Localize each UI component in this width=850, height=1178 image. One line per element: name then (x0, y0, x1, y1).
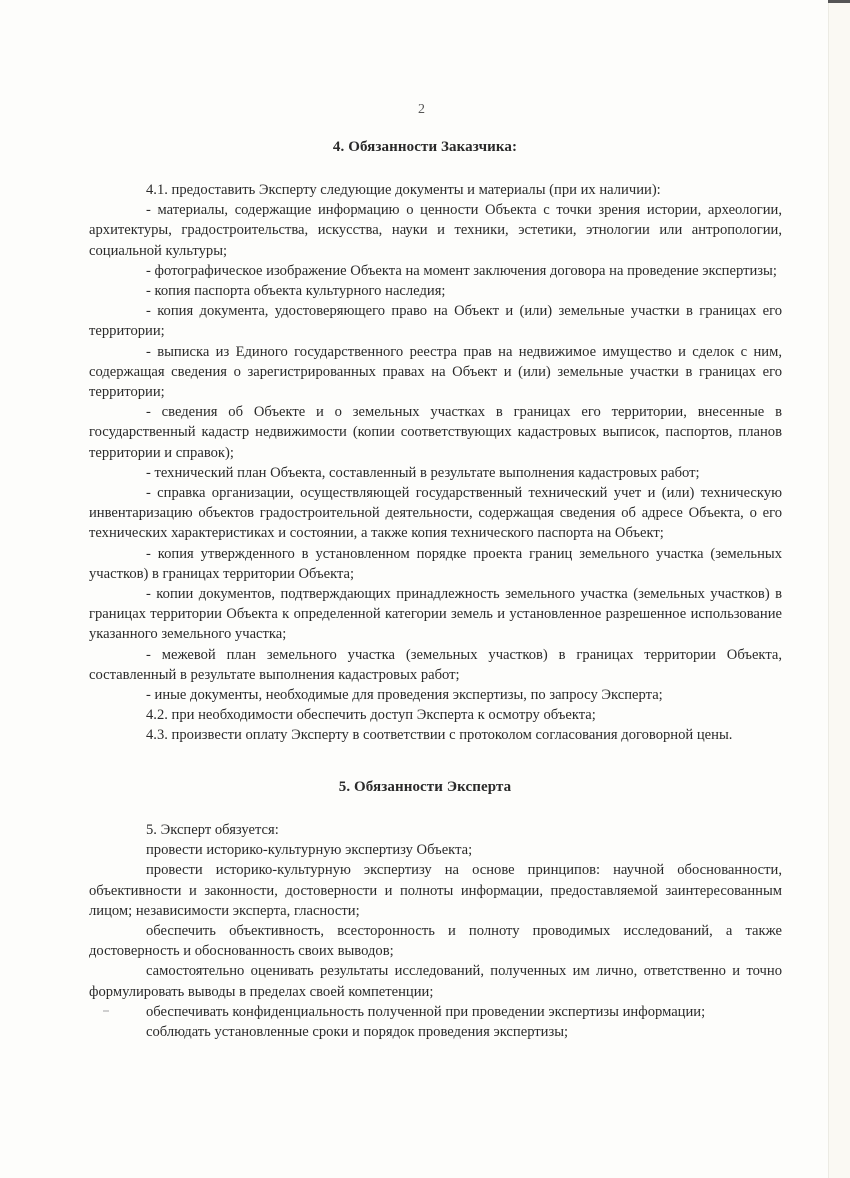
section-5-title: 5. Обязанности Эксперта (338, 779, 512, 795)
list-item: - материалы, содержащие информацию о ценности Объекта с точки зрения истории, археологии, архитектуры, градостроительства, искусства, науки и техники, эстетики, этнологии или антропологии, социальной культуры; (89, 202, 782, 259)
list-item: - межевой план земельного участка (земельных участков) в границах территории Объекта, составленный в результате выполнения кадастровых работ; (89, 646, 782, 683)
scan-edge (828, 0, 850, 1178)
list-item: - фотографическое изображение Объекта на момент заключения договора на проведение экспертизы; (146, 262, 777, 279)
list-item: провести историко-культурную экспертизу Объекта; (146, 842, 473, 859)
list-item: провести историко-культурную экспертизу на основе принципов: научной обоснованности, объективности и законности, достоверности и полноты информации, предоставляемой заинтересованным лицом; независимости эксперта, гласности; (89, 862, 782, 919)
paragraph-4-2: 4.2. при необходимости обеспечить доступ Эксперта к осмотру объекта; (146, 707, 596, 724)
paragraph-4-1: 4.1. предоставить Эксперту следующие документы и материалы (при их наличии): (146, 182, 661, 198)
list-item: - копия паспорта объекта культурного наследия; (146, 283, 446, 300)
paragraph-5: 5. Эксперт обязуется: (146, 822, 279, 838)
section-5-body (89, 820, 782, 1042)
scan-top-edge (828, 0, 850, 3)
list-item: - выписка из Единого государственного реестра прав на недвижимое имущество и сделок с ним, содержащая сведения о зарегистрированных правах на Объект и (или) земельные участки в границах его территории; (89, 343, 782, 401)
list-item: - копии документов, подтверждающих принадлежность земельного участка (земельных участков) в границах территории Объекта к определенной категории земель и установленное разрешенное использование указанного земельного участка; (89, 586, 782, 643)
list-item: обеспечивать конфиденциальность полученной при проведении экспертизы информации; (146, 1003, 706, 1020)
list-item: обеспечить объективность, всесторонность и полноту проводимых исследований, а также достоверность и обоснованность своих выводов; (89, 923, 782, 960)
list-item: соблюдать установленные сроки и порядок проведения экспертизы; (146, 1024, 569, 1041)
list-item: - копия документа, удостоверяющего право на Объект и (или) земельные участки в границах его территории; (89, 303, 782, 340)
list-item: - копия утвержденного в установленном порядке проекта границ земельного участка (земельных участков) в границах территории Объекта; (89, 545, 782, 582)
list-item: - технический план Объекта, составленный в результате выполнения кадастровых работ; (146, 464, 700, 481)
list-item: - справка организации, осуществляющей государственный технический учет и (или) техническую инвентаризацию объектов градостроительной деятельности, содержащая сведения об адресе Объекта, о его технических характеристиках и состоянии, а также копия технического паспорта на Объект; (89, 485, 782, 542)
page-number: 2 (418, 102, 425, 117)
list-item: самостоятельно оценивать результаты исследований, полученных им лично, ответственно и точно формулировать выводы в пределах своей компетенции; (89, 963, 782, 1000)
paragraph-4-3: 4.3. произвести оплату Эксперту в соответствии с протоколом согласования договорной цены. (146, 727, 733, 744)
list-item: - сведения об Объекте и о земельных участках в границах его территории, внесенные в государственный кадастр недвижимости (копии соответствующих кадастровых выписок, паспортов, планов территории и справок); (89, 404, 782, 461)
list-item: - иные документы, необходимые для проведения экспертизы, по запросу Эксперта; (146, 687, 663, 704)
section-4-body (89, 180, 782, 746)
section-4-title: 4. Обязанности Заказчика: (332, 139, 518, 155)
